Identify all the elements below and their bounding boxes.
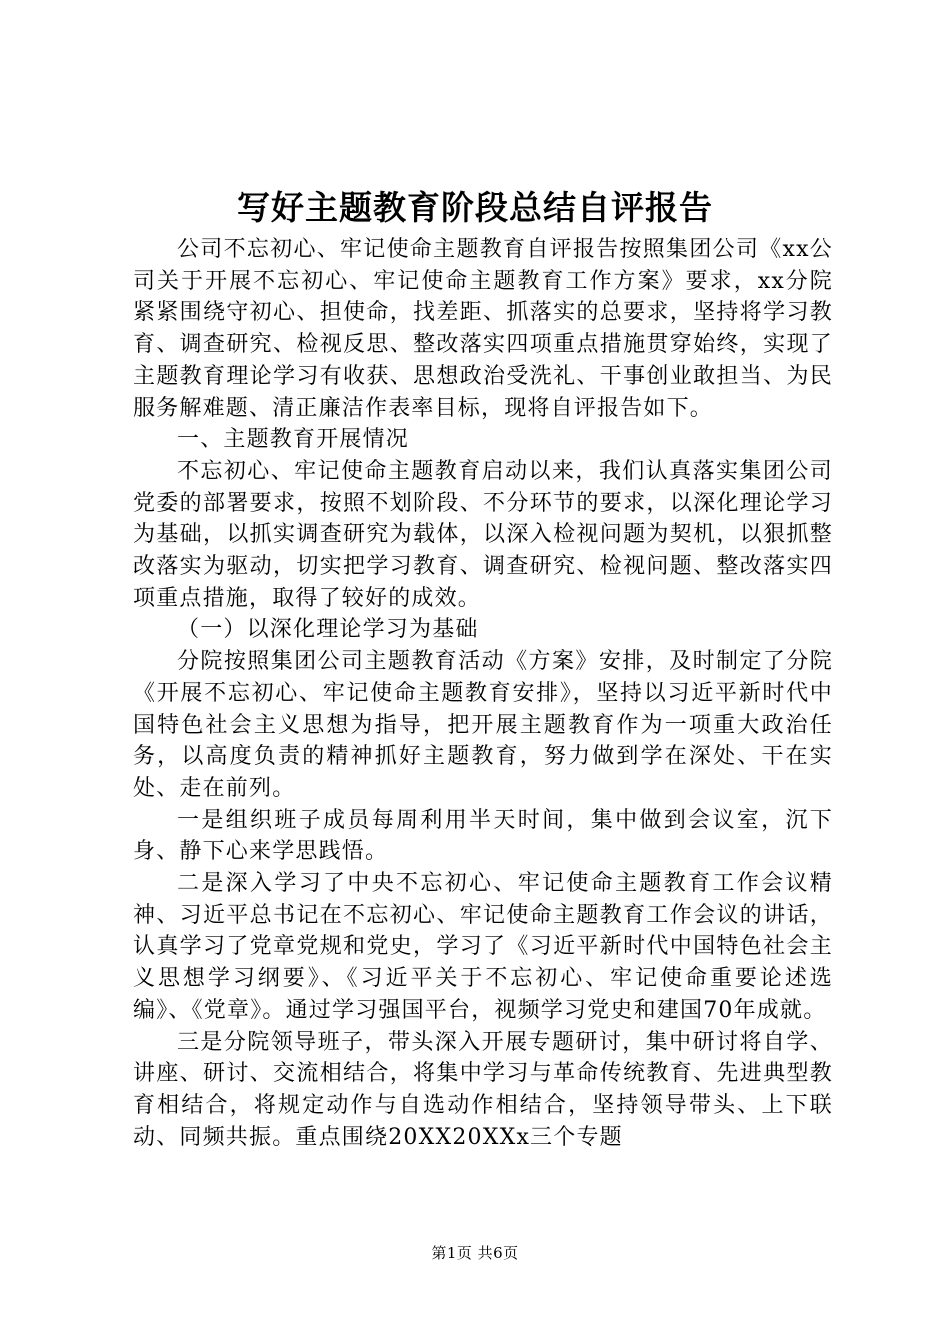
page-number-footer: 第1页 共6页 [431, 1244, 519, 1262]
point-3-paragraph: 三是分院领导班子，带头深入开展专题研讨，集中研讨将自学、讲座、研讨、交流相结合，将集中学习与革命传统教育、先进典型教育相结合，将规定动作与自选动作相结合，坚持领导带头、上下联动、同频共振。重点围绕20XX20XXx三个专题 [133, 1029, 833, 1150]
point-1-paragraph: 一是组织班子成员每周利用半天时间，集中做到会议室，沉下身、静下心来学思践悟。 [133, 807, 833, 865]
document-body [133, 234, 833, 1153]
section-1-paragraph: 不忘初心、牢记使命主题教育启动以来，我们认真落实集团公司党委的部署要求，按照不划阶段、不分环节的要求，以深化理论学习为基础，以抓实调查研究为载体，以深入检视问题为契机，以狠抓整改落实为驱动，切实把学习教育、调查研究、检视问题、整改落实四项重点措施，取得了较好的成效。 [133, 458, 833, 611]
document-title: 写好主题教育阶段总结自评报告 [237, 188, 713, 227]
point-2-paragraph: 二是深入学习了中央不忘初心、牢记使命主题教育工作会议精神、习近平总书记在不忘初心、牢记使命主题教育工作会议的讲话，认真学习了党章党规和党史，学习了《习近平新时代中国特色社会主义思想学习纲要》、《习近平关于不忘初心、牢记使命重要论述选编》、《党章》。通过学习强国平台，视频学习党史和建国70年成就。 [133, 871, 833, 1023]
section-heading-1: 一、主题教育开展情况 [177, 427, 410, 453]
intro-paragraph: 公司不忘初心、牢记使命主题教育自评报告按照集团公司《xx公司关于开展不忘初心、牢记使命主题教育工作方案》要求，xx分院紧紧围绕守初心、担使命，找差距、抓落实的总要求，坚持将学习教育、调查研究、检视反思、整改落实四项重点措施贯穿始终，实现了主题教育理论学习有收获、思想政治受洗礼、干事创业敢担当、为民服务解难题、清正廉洁作表率目标，现将自评报告如下。 [133, 237, 833, 421]
subsection-1-paragraph: 分院按照集团公司主题教育活动《方案》安排，及时制定了分院《开展不忘初心、牢记使命主题教育安排》，坚持以习近平新时代中国特色社会主义思想为指导，把开展主题教育作为一项重大政治任务，以高度负责的精神抓好主题教育，努力做到学在深处、干在实处、走在前列。 [133, 649, 833, 801]
subsection-heading-1: （一）以深化理论学习为基础 [177, 617, 479, 643]
